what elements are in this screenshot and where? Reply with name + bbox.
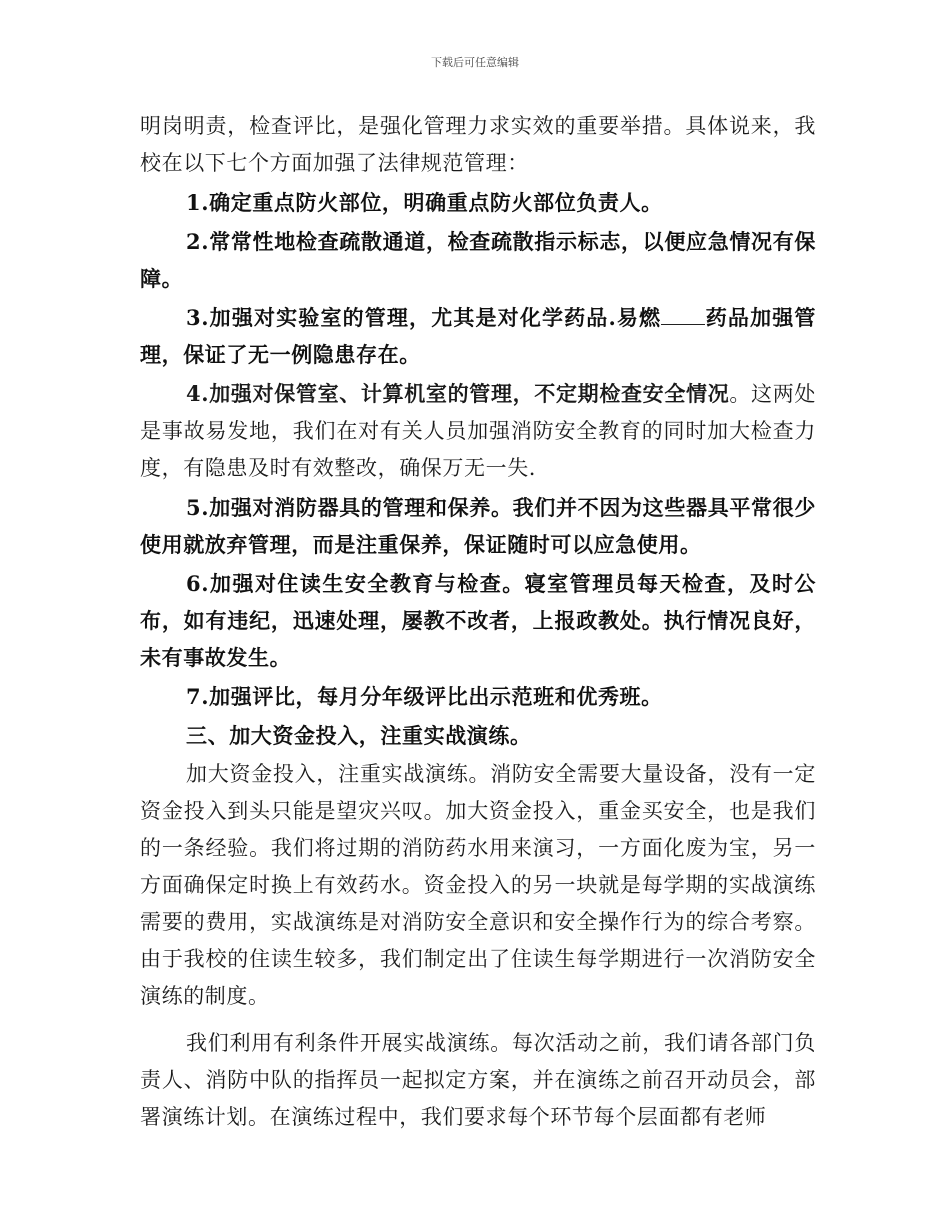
- list-item-5: 5.加强对消防器具的管理和保养。我们并不因为这些器具平常很少使用就放弃管理，而是注重保养，保证随时可以应急使用。: [140, 495, 816, 557]
- list-item-2: 2.常常性地检查疏散通道，检查疏散指示标志，以便应急情况有保障。: [140, 229, 816, 291]
- paragraph-funds: 加大资金投入，注重实战演练。消防安全需要大量设备，没有一定资金投入到头只能是望灾兴叹。加大资金投入，重金买安全，也是我们的一条经验。我们将过期的消防药水用来演习，一方面化废为宝，另一方面确保定时换上有效药水。资金投入的另一块就是每学期的实战演练需要的费用，实战演练是对消防安全意识和安全操作行为的综合考察。由于我校的住读生较多，我们制定出了住读生每学期进行一次消防安全演练的制度。: [140, 762, 816, 1008]
- list-item-6: 6.加强对住读生安全教育与检查。寝室管理员每天检查，及时公布，如有违纪，迅速处理，屡教不改者，上报政教处。执行情况良好，未有事故发生。: [140, 571, 816, 670]
- list-item-4-bold: 4.加强对保管室、计算机室的管理，不定期检查安全情况: [186, 381, 730, 406]
- list-item-1: 1.确定重点防火部位，明确重点防火部位负责人。: [186, 190, 663, 215]
- paragraph-drill: 我们利用有利条件开展实战演练。每次活动之前，我们请各部门负责人、消防中队的指挥员一起拟定方案，并在演练之前召开动员会，部署演练计划。在演练过程中，我们要求每个环节每个层面都有老师: [140, 1031, 816, 1129]
- document-body: [140, 108, 816, 1136]
- section-heading-3: 三、加大资金投入，注重实战演练。: [186, 723, 532, 748]
- fill-in-blank: [661, 306, 705, 325]
- paragraph-intro: 明岗明责，检查评比，是强化管理力求实效的重要举措。具体说来，我校在以下七个方面加强了法律规范管理：: [140, 114, 816, 175]
- page-header: 下载后可任意编辑: [431, 56, 519, 69]
- list-item-3: [140, 299, 816, 373]
- list-item-3-part-a: 3.加强对实验室的管理，尤其是对化学药品.易燃: [186, 305, 662, 330]
- list-item-4: [140, 375, 816, 487]
- list-item-3-part-b: 药品加强管理，保证了无一例隐患存在。: [140, 305, 816, 367]
- list-item-7: 7.加强评比，每月分年级评比出示范班和优秀班。: [186, 684, 663, 709]
- list-item-4-rest: 。这两处是事故易发地，我们在对有关人员加强消防安全教育的同时加大检查力度，有隐患及时有效整改，确保万无一失.: [140, 382, 816, 480]
